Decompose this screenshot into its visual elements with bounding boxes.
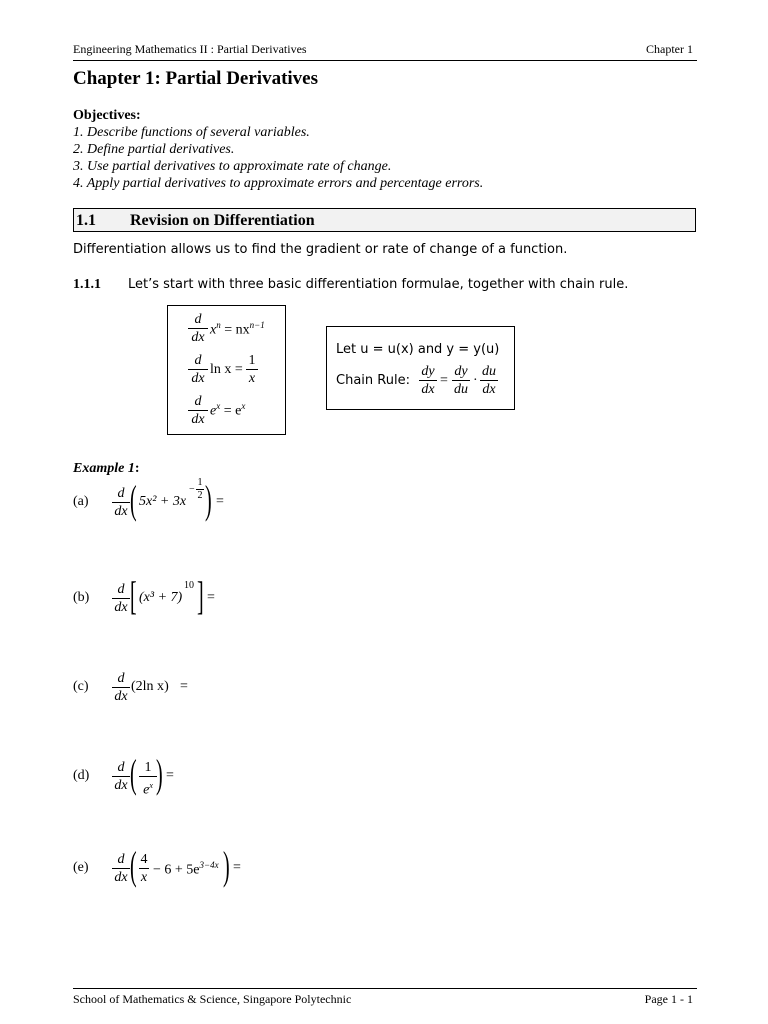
chain-rule-label: Chain Rule: bbox=[336, 373, 410, 388]
right-paren: ) bbox=[156, 751, 163, 796]
page-number: Page 1 - 1 bbox=[644, 992, 693, 1006]
exp-rule: $e^x = e^x$ bbox=[210, 401, 246, 419]
one-over-ex: 1 $e^x$ bbox=[139, 760, 157, 798]
footer-left: School of Mathematics & Science, Singapore Polytechnic bbox=[73, 992, 352, 1006]
d-dx-fraction: d dx bbox=[188, 312, 208, 345]
part-label-c: (c) bbox=[73, 679, 89, 694]
part-label-e: (e) bbox=[73, 860, 89, 875]
objective-item: 4. Apply partial derivatives to approximate errors and percentage errors. bbox=[73, 176, 484, 191]
objective-item: 1. Describe functions of several variables. bbox=[73, 125, 310, 140]
equals-sign: = bbox=[216, 494, 224, 509]
running-header-right: Chapter 1 bbox=[646, 42, 693, 56]
section-title: Revision on Differentiation bbox=[130, 212, 315, 229]
example-heading: Example 1: bbox=[73, 461, 140, 476]
subsection-number: 1.1.1 bbox=[73, 277, 101, 292]
log-rule-lhs: ln x = bbox=[210, 362, 243, 377]
left-paren: ( bbox=[130, 843, 137, 888]
four-over-x: 4 x bbox=[140, 852, 148, 885]
equals-sign: = bbox=[166, 768, 174, 783]
d-dx-fraction: d dx bbox=[188, 394, 208, 427]
d-dx-fraction: d dx bbox=[112, 760, 130, 793]
basic-formulae-box bbox=[167, 305, 286, 435]
exponent-ten: 10 bbox=[184, 580, 194, 591]
intro-paragraph: Differentiation allows us to find the gradient or rate of change of a function. bbox=[73, 242, 568, 257]
exponent-minus: − bbox=[189, 484, 195, 495]
one-over-x: 1 x bbox=[246, 353, 258, 386]
dy-du-fraction: dy du bbox=[454, 364, 468, 397]
chain-rule-let: Let u = u(x) and y = y(u) bbox=[336, 342, 500, 357]
section-number: 1.1 bbox=[76, 212, 96, 229]
equals-sign: = bbox=[180, 679, 188, 694]
d-dx-fraction: d dx bbox=[112, 486, 130, 519]
left-bracket: [ bbox=[130, 573, 137, 618]
part-label-b: (b) bbox=[73, 590, 90, 605]
objectives-heading: Objectives: bbox=[73, 108, 141, 123]
power-rule: $x^n = nx^{n-1}$ bbox=[210, 320, 265, 338]
objective-item: 3. Use partial derivatives to approximate rate of change. bbox=[73, 159, 392, 174]
du-dx-fraction: du dx bbox=[482, 364, 496, 397]
expression-b: (x³ + 7) bbox=[139, 590, 183, 605]
expression-e: − $6 + 5e^{3-4x}$ bbox=[153, 860, 219, 878]
right-paren: ) bbox=[223, 843, 230, 888]
dot-sign: · bbox=[473, 373, 478, 388]
section-heading bbox=[73, 208, 696, 232]
header-rule bbox=[73, 60, 697, 61]
expression-a: 5x² + 3x bbox=[139, 494, 187, 509]
d-dx-fraction: d dx bbox=[188, 353, 208, 386]
expression-c: (2ln x) bbox=[131, 679, 169, 694]
footer-rule bbox=[73, 988, 697, 989]
part-label-a: (a) bbox=[73, 494, 89, 509]
left-paren: ( bbox=[130, 751, 137, 796]
equals-sign: = bbox=[440, 373, 448, 388]
equals-sign: = bbox=[233, 860, 241, 875]
exponent-half: 1 2 bbox=[197, 477, 203, 501]
chapter-title: Chapter 1: Partial Derivatives bbox=[73, 68, 319, 89]
equals-sign: = bbox=[207, 590, 215, 605]
chain-rule-box bbox=[326, 326, 515, 410]
right-bracket: ] bbox=[197, 573, 204, 618]
d-dx-fraction: d dx bbox=[112, 671, 130, 704]
part-label-d: (d) bbox=[73, 768, 90, 783]
left-paren: ( bbox=[130, 477, 137, 522]
subsection-text: Let’s start with three basic differentiation formulae, together with chain rule. bbox=[128, 277, 629, 292]
running-header-left: Engineering Mathematics II : Partial Derivatives bbox=[73, 42, 307, 56]
d-dx-fraction: d dx bbox=[112, 852, 130, 885]
d-dx-fraction: d dx bbox=[112, 582, 130, 615]
right-paren: ) bbox=[205, 477, 212, 522]
dy-dx-fraction: dy dx bbox=[419, 364, 437, 397]
objective-item: 2. Define partial derivatives. bbox=[73, 142, 235, 157]
